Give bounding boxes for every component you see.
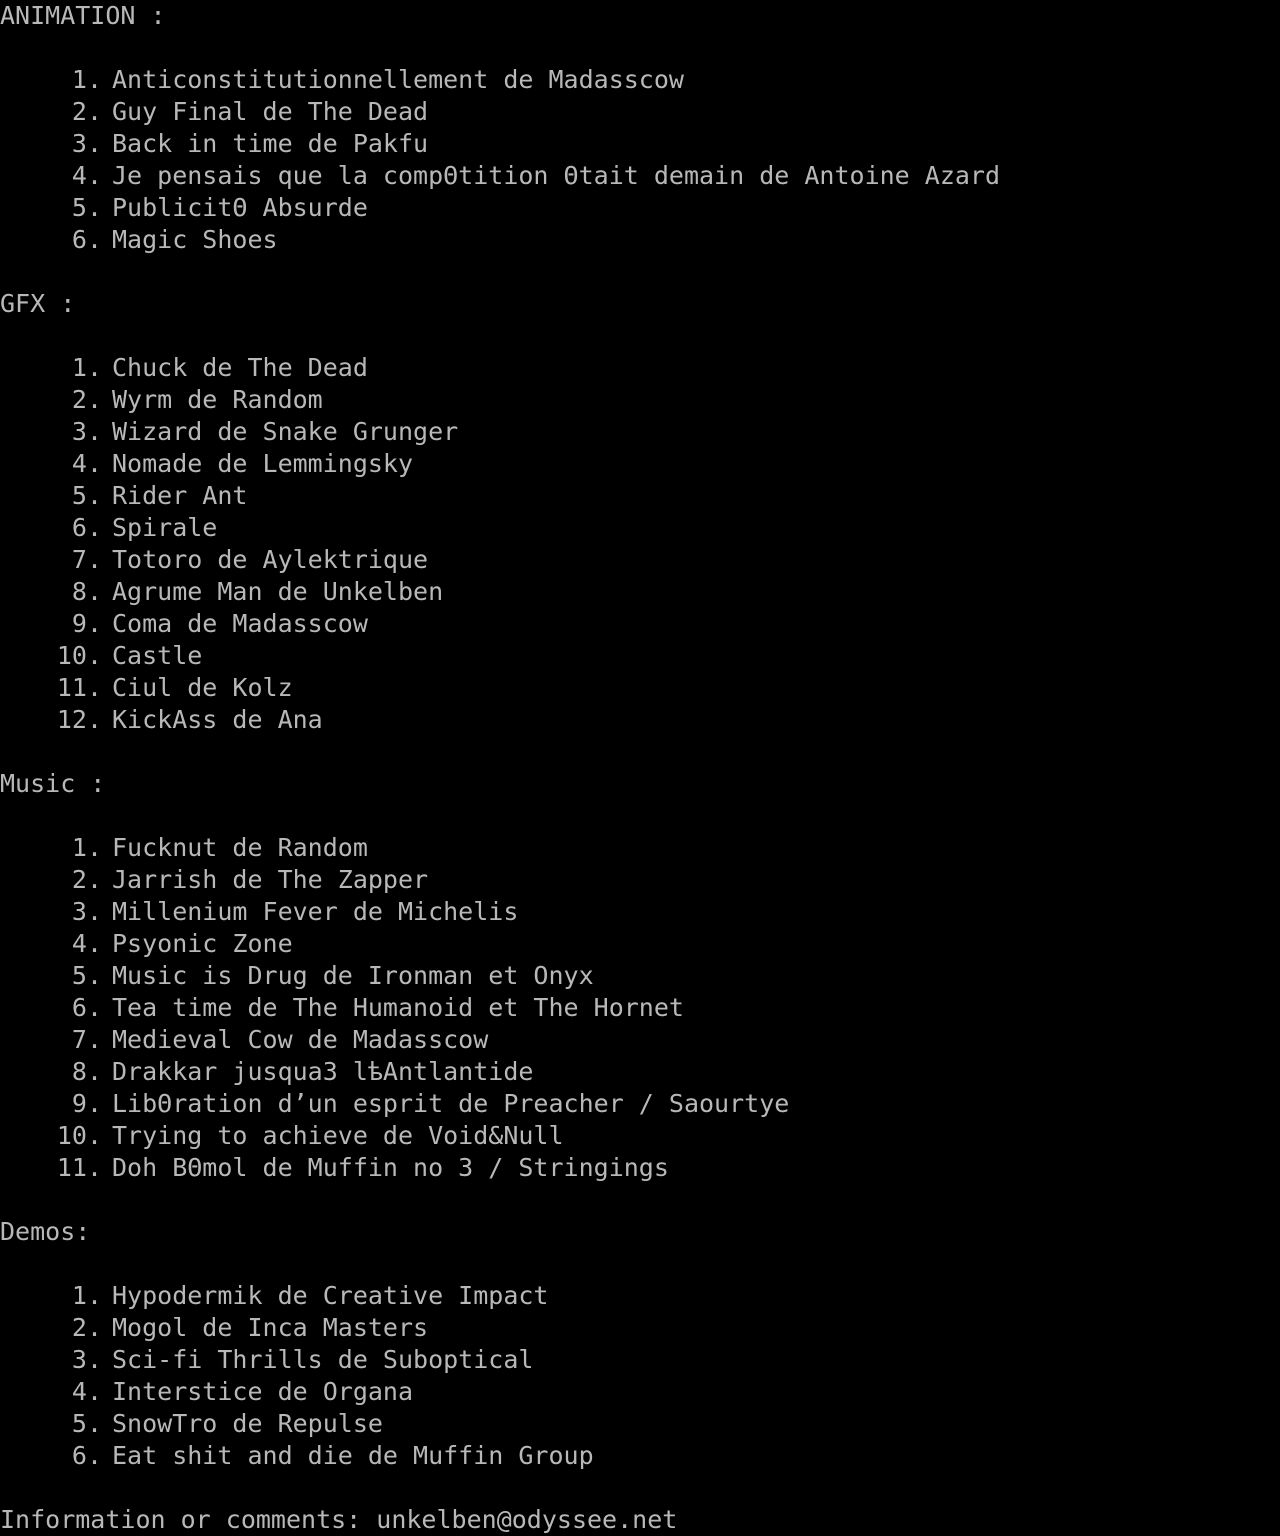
list-item — [0, 64, 1280, 96]
list-item-number: 5. — [71, 481, 102, 510]
list-item-label: Je pensais que la compΘtition Θtait demain de Antoine Azard — [112, 161, 1001, 190]
list-item-number: 12. — [56, 705, 102, 734]
list-item — [0, 608, 1280, 640]
list-item — [0, 1376, 1280, 1408]
list-item-label: Coma de Madasscow — [112, 609, 368, 638]
list-item-label: Sci-fi Thrills de Suboptical — [112, 1345, 534, 1374]
list-item-number: 1. — [71, 1281, 102, 1310]
list-item-number: 1. — [71, 833, 102, 862]
list-item-label: Trying to achieve de Void&Null — [112, 1121, 564, 1150]
list-item — [0, 480, 1280, 512]
spacer — [0, 32, 1280, 64]
list-item-label: Wyrm de Random — [112, 385, 323, 414]
list-item — [0, 928, 1280, 960]
spacer — [0, 800, 1280, 832]
list-item-number: 1. — [71, 353, 102, 382]
list-item-number: 5. — [71, 193, 102, 222]
section-title-demos: Demos: — [0, 1217, 91, 1246]
spacer — [0, 736, 1280, 768]
list-item-number: 6. — [71, 225, 102, 254]
list-item-number: 6. — [71, 513, 102, 542]
list-item — [0, 1280, 1280, 1312]
list-item — [0, 1120, 1280, 1152]
list-item-number: 7. — [71, 1025, 102, 1054]
list-item — [0, 1408, 1280, 1440]
list-item-label: Psyonic Zone — [112, 929, 293, 958]
list-item — [0, 352, 1280, 384]
list-item-number: 3. — [71, 1345, 102, 1374]
list-item-number: 2. — [71, 385, 102, 414]
list-item — [0, 96, 1280, 128]
list-item-label: Tea time de The Humanoid et The Hornet — [112, 993, 684, 1022]
list-item-number: 5. — [71, 1409, 102, 1438]
list-item-label: SnowTro de Repulse — [112, 1409, 383, 1438]
section-title-gfx: GFX : — [0, 289, 76, 318]
list-item — [0, 128, 1280, 160]
section-title-animation: ANIMATION : — [0, 1, 166, 30]
list-item — [0, 1088, 1280, 1120]
list-item — [0, 672, 1280, 704]
list-item-label: Fucknut de Random — [112, 833, 368, 862]
list-item-number: 4. — [71, 1377, 102, 1406]
list-item-number: 1. — [71, 65, 102, 94]
list-item-label: Doh BΘmol de Muffin no 3 / Stringings — [112, 1153, 669, 1182]
list-music — [0, 832, 1280, 1184]
list-item — [0, 1056, 1280, 1088]
list-item-label: Agrume Man de Unkelben — [112, 577, 444, 606]
list-item-number: 2. — [71, 1313, 102, 1342]
spacer — [0, 320, 1280, 352]
list-item-number: 5. — [71, 961, 102, 990]
list-item — [0, 960, 1280, 992]
section-demos — [0, 1216, 1280, 1472]
list-item-number: 7. — [71, 545, 102, 574]
list-item — [0, 864, 1280, 896]
list-item-label: Magic Shoes — [112, 225, 278, 254]
list-item — [0, 160, 1280, 192]
section-music — [0, 768, 1280, 1184]
spacer — [0, 256, 1280, 288]
list-item-number: 8. — [71, 577, 102, 606]
list-item — [0, 544, 1280, 576]
list-item-number: 2. — [71, 97, 102, 126]
list-item-number: 2. — [71, 865, 102, 894]
list-item-number: 4. — [71, 449, 102, 478]
list-item — [0, 512, 1280, 544]
list-item-number: 3. — [71, 129, 102, 158]
list-item-number: 4. — [71, 929, 102, 958]
list-item-label: KickAss de Ana — [112, 705, 323, 734]
list-item-label: Rider Ant — [112, 481, 248, 510]
list-item-label: Drakkar jusquа3 lѣAntlantide — [112, 1057, 534, 1086]
list-item-label: Back in time de Pakfu — [112, 129, 429, 158]
list-item — [0, 1344, 1280, 1376]
list-item — [0, 1024, 1280, 1056]
list-item-number: 3. — [71, 417, 102, 446]
list-item — [0, 992, 1280, 1024]
list-item-label: Totoro de Aylektrique — [112, 545, 429, 574]
list-item-label: Nomade de Lemmingsky — [112, 449, 414, 478]
list-demos — [0, 1280, 1280, 1472]
list-item-label: Eat shit and die de Muffin Group — [112, 1441, 594, 1470]
list-item — [0, 1312, 1280, 1344]
list-item-number: 10. — [56, 641, 102, 670]
list-item-number: 8. — [71, 1057, 102, 1086]
list-item — [0, 832, 1280, 864]
list-item-label: Anticonstitutionnellement de Madasscow — [112, 65, 684, 94]
list-item-label: Music is Drug de Ironman et Onyx — [112, 961, 594, 990]
list-item-number: 6. — [71, 1441, 102, 1470]
list-item — [0, 576, 1280, 608]
list-item-label: Castle — [112, 641, 203, 670]
spacer — [0, 1472, 1280, 1504]
list-item-number: 4. — [71, 161, 102, 190]
list-item — [0, 416, 1280, 448]
spacer — [0, 1248, 1280, 1280]
list-item-label: Hypodermik de Creative Impact — [112, 1281, 549, 1310]
list-item — [0, 1440, 1280, 1472]
section-gfx — [0, 288, 1280, 736]
list-item-label: PublicitΘ Absurde — [112, 193, 368, 222]
list-item-number: 3. — [71, 897, 102, 926]
list-item-number: 9. — [71, 609, 102, 638]
list-item — [0, 640, 1280, 672]
list-item-label: Medieval Cow de Madasscow — [112, 1025, 489, 1054]
list-item-label: Guy Final de The Dead — [112, 97, 429, 126]
spacer — [0, 1184, 1280, 1216]
list-item-label: Interstice de Organa — [112, 1377, 414, 1406]
list-item — [0, 384, 1280, 416]
list-item-label: Wizard de Snake Grunger — [112, 417, 459, 446]
section-animation — [0, 0, 1280, 256]
contact-info: Information or comments: unkelben@odyssee.net — [0, 1505, 678, 1534]
list-item-number: 11. — [56, 1153, 102, 1182]
list-item-label: LibΘration d’un esprit de Preacher / Saourtye — [112, 1089, 790, 1118]
list-item — [0, 704, 1280, 736]
list-item-label: Millenium Fever de Michelis — [112, 897, 519, 926]
list-gfx — [0, 352, 1280, 736]
list-item-label: Jarrish de The Zapper — [112, 865, 429, 894]
list-item-label: Chuck de The Dead — [112, 353, 368, 382]
list-item-label: Ciul de Kolz — [112, 673, 293, 702]
list-item-label: Mogol de Inca Masters — [112, 1313, 429, 1342]
list-item — [0, 1152, 1280, 1184]
list-item-number: 11. — [56, 673, 102, 702]
list-item-number: 6. — [71, 993, 102, 1022]
list-item-number: 9. — [71, 1089, 102, 1118]
list-item — [0, 448, 1280, 480]
list-item — [0, 224, 1280, 256]
list-animation — [0, 64, 1280, 256]
list-item-label: Spirale — [112, 513, 218, 542]
list-item — [0, 192, 1280, 224]
list-item-number: 10. — [56, 1121, 102, 1150]
section-title-music: Music : — [0, 769, 106, 798]
list-item — [0, 896, 1280, 928]
